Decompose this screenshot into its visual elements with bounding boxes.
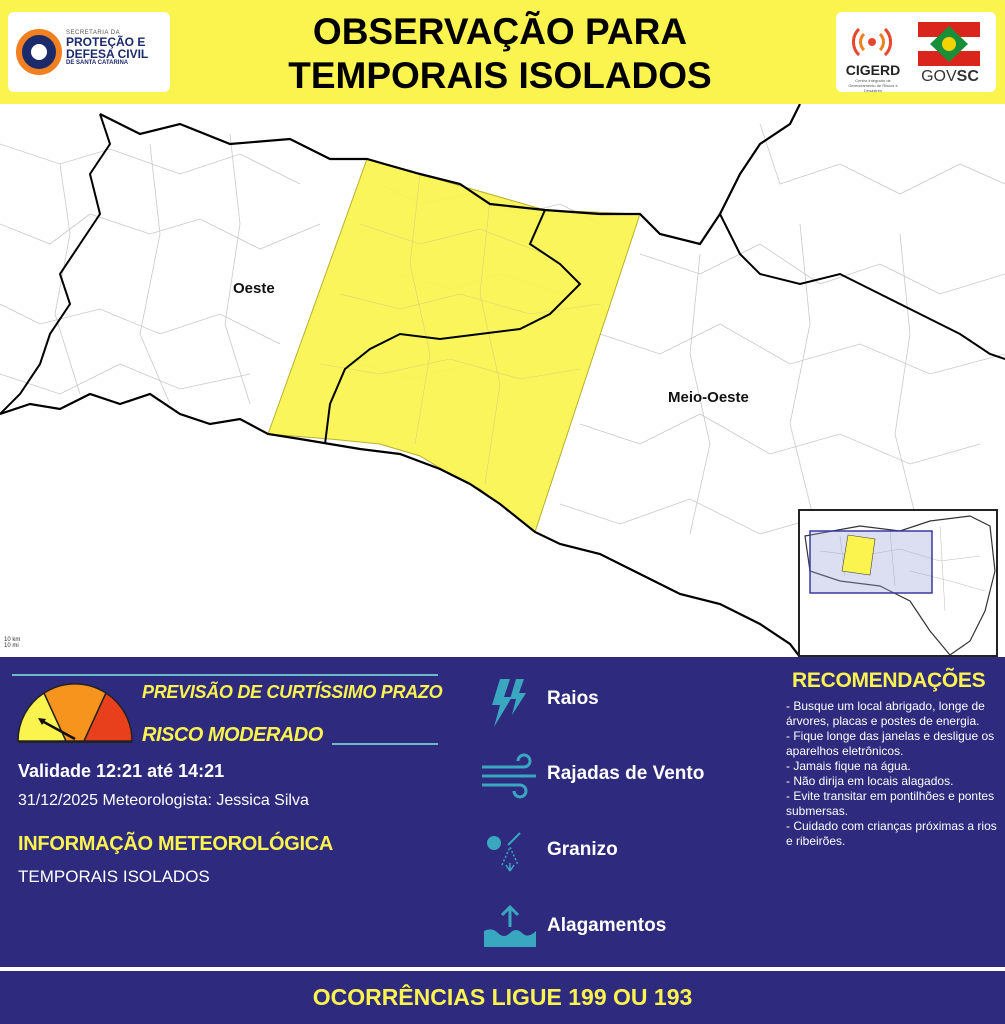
hazard-raios bbox=[480, 675, 770, 735]
logo-line3: DE SANTA CATARINA bbox=[66, 60, 129, 66]
recommendations-list bbox=[786, 699, 998, 849]
info-panel bbox=[0, 657, 1005, 1024]
cigerd-subtitle: Centro Integrado de Gerenciamento de Riscos e Desastres bbox=[848, 78, 898, 93]
recommendation-item: - Fique longe das janelas e desligue os aparelhos eletrônicos. bbox=[786, 729, 995, 758]
wind-icon bbox=[480, 749, 540, 809]
hazard-rajadas bbox=[480, 749, 770, 809]
alert-map bbox=[0, 104, 1005, 657]
cigerd-label: CIGERD bbox=[845, 62, 901, 78]
cigerd-signal-icon bbox=[852, 20, 892, 60]
info-text: TEMPORAIS ISOLADOS bbox=[18, 867, 210, 886]
date-meteorologist: 31/12/2025 Meteorologista: Jessica Silva bbox=[18, 792, 309, 809]
region-label-meio-oeste: Meio-Oeste bbox=[668, 389, 749, 406]
flood-icon bbox=[480, 901, 540, 961]
scale-mi: 10 mi bbox=[4, 643, 19, 649]
scale-km: 10 km bbox=[4, 637, 21, 643]
defesa-civil-emblem-icon bbox=[16, 29, 62, 75]
hazard-alagamentos bbox=[480, 901, 770, 961]
page-title-line1: OBSERVAÇÃO PARA bbox=[312, 11, 688, 52]
recommendations-title: RECOMENDAÇÕES bbox=[792, 669, 986, 692]
forecast-divider-top bbox=[12, 674, 438, 676]
west-border bbox=[0, 114, 110, 414]
hazard-label-granizo: Granizo bbox=[547, 839, 618, 860]
govsc-suffix: SC bbox=[956, 68, 979, 85]
logo-line2: DEFESA CIVIL bbox=[66, 47, 149, 61]
info-title: INFORMAÇÃO METEOROLÓGICA bbox=[18, 833, 334, 855]
map-scale bbox=[4, 637, 20, 649]
govsc-label bbox=[914, 68, 986, 86]
logo-secretaria-text: SECRETARIA DA bbox=[66, 30, 121, 36]
lightning-icon bbox=[480, 675, 540, 735]
hail-icon bbox=[480, 825, 540, 885]
forecast-type: PREVISÃO DE CURTÍSSIMO PRAZO bbox=[142, 682, 443, 702]
recommendation-item: - Cuidado com crianças próximas a rios e ribeirões. bbox=[786, 819, 997, 848]
locator-inset-map bbox=[798, 509, 998, 657]
govsc-prefix: GOV bbox=[921, 68, 957, 85]
region-label-oeste: Oeste bbox=[233, 280, 275, 297]
hazard-label-alagamentos: Alagamentos bbox=[547, 915, 667, 936]
recommendation-item: - Jamais fique na água. bbox=[786, 759, 911, 773]
page-title bbox=[200, 10, 800, 98]
recommendation-item: - Evite transitar em pontilhões e pontes submersas. bbox=[786, 789, 995, 818]
emergency-footer: OCORRÊNCIAS LIGUE 199 OU 193 bbox=[312, 984, 693, 1010]
logo-line1: PROTEÇÃO E bbox=[66, 35, 146, 49]
defesa-civil-logo bbox=[8, 12, 170, 92]
forecast-divider-mid bbox=[332, 743, 438, 745]
header bbox=[0, 0, 1005, 104]
santa-catarina-flag-icon bbox=[918, 22, 980, 66]
east-border bbox=[720, 214, 1005, 359]
recommendation-item: - Não dirija em locais alagados. bbox=[786, 774, 954, 788]
recommendation-item: - Busque um local abrigado, longe de árvores, placas e postes de energia. bbox=[786, 699, 985, 728]
validity-period: Validade 12:21 até 14:21 bbox=[18, 761, 225, 781]
govsc-logo bbox=[836, 12, 996, 92]
hazard-label-rajadas: Rajadas de Vento bbox=[547, 763, 705, 784]
risk-level: RISCO MODERADO bbox=[142, 724, 323, 746]
hazard-granizo bbox=[480, 825, 770, 885]
page-title-line2: TEMPORAIS ISOLADOS bbox=[288, 55, 712, 96]
risk-gauge-icon bbox=[14, 681, 136, 745]
inset-map-canvas bbox=[800, 511, 996, 655]
hazard-label-raios: Raios bbox=[547, 688, 599, 709]
